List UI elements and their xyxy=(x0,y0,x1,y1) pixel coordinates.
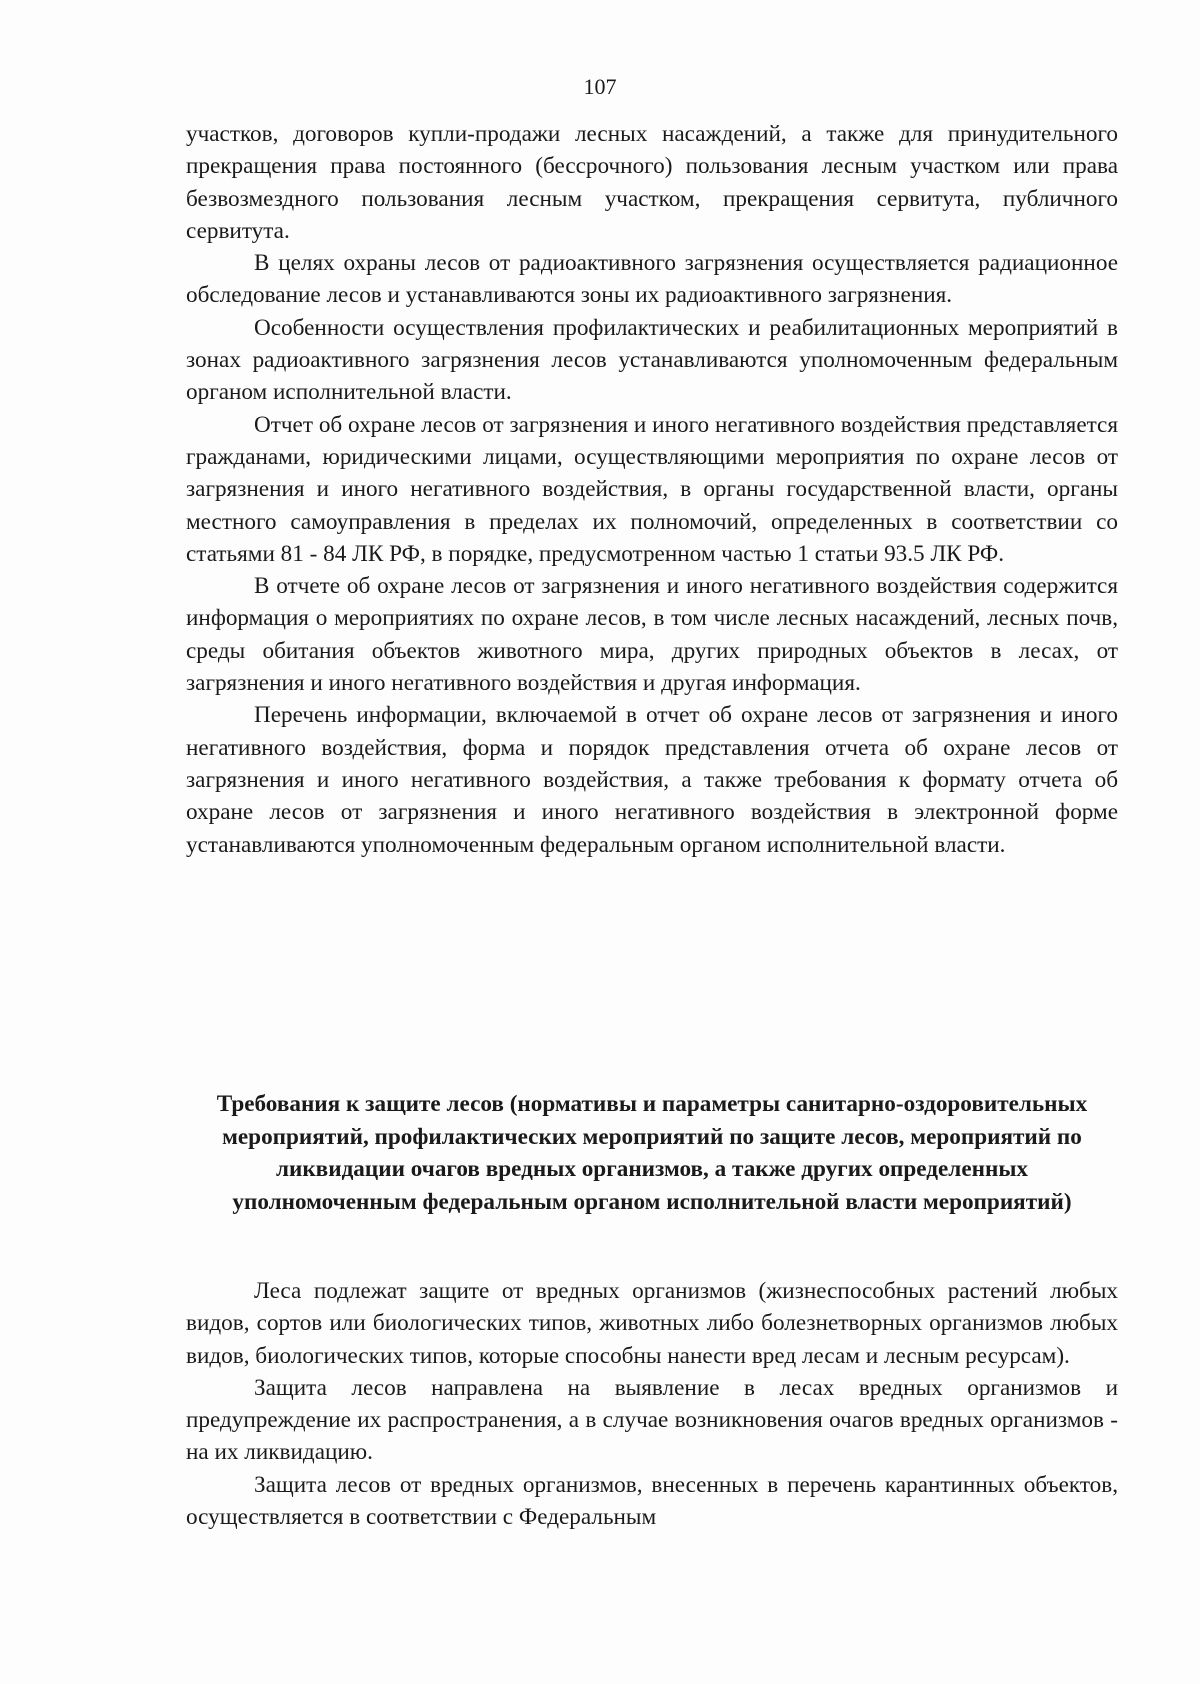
page-number: 107 xyxy=(583,74,617,99)
paragraph-protection-goal: Защита лесов направлена на выявление в лесах вредных организмов и предупреждение их распространения, а в случае возникновения очагов вредных организмов - на их ликвидацию. xyxy=(186,1374,1118,1466)
section-heading: Требования к защите лесов (нормативы и параметры санитарно-оздоровительных мероприятий, профилактических мероприятий по защите лесов, мероприятий по ликвидации очагов вредных организмов, а также других определенных уполномоченным федеральным органом исполнительной власти мероприятий) xyxy=(216,1091,1088,1215)
paragraph-report-requirements: Перечень информации, включаемой в отчет об охране лесов от загрязнения и иного негативного воздействия, форма и порядок представления отчета об охране лесов от загрязнения и иного негативного воздействия, а также требования к формату отчета об охране лесов от загрязнения и иного негативного воздействия в электронной форме устанавливаются уполномоченным федеральным органом исполнительной власти. xyxy=(186,702,1118,858)
paragraph-forest-protection: Леса подлежат защите от вредных организмов (жизнеспособных растений любых видов, сортов или биологических типов, животных либо болезнетворных организмов любых видов, биологических типов, которые способны нанести вред лесам и лесным ресурсам). xyxy=(186,1278,1118,1369)
paragraph-radiation-survey: В целях охраны лесов от радиоактивного загрязнения осуществляется радиационное обследование лесов и устанавливаются зоны их радиоактивного загрязнения. xyxy=(186,250,1118,309)
section-body-text xyxy=(186,1275,1118,1533)
paragraph-report-submission: Отчет об охране лесов от загрязнения и иного негативного воздействия представляется гражданами, юридическими лицами, осуществляющими мероприятия по охране лесов от загрязнения и иного негативного воздействия, в органы государственной власти, органы местного самоуправления в пределах их полномочий, определенных в соответствии со статьями 81 - 84 ЛК РФ, в порядке, предусмотренном частью 1 статьи 93.5 ЛК РФ. xyxy=(186,411,1118,567)
paragraph-preventive-measures: Особенности осуществления профилактических и реабилитационных мероприятий в зонах радиоактивного загрязнения лесов устанавливаются уполномоченным федеральным органом исполнительной власти. xyxy=(186,314,1118,406)
paragraph-continued: участков, договоров купли-продажи лесных насаждений, а также для принудительного прекращения права постоянного (бессрочного) пользования лесным участком или права безвозмездного пользования лесным участком, прекращения сервитута, публичного сервитута. xyxy=(186,121,1118,244)
paragraph-quarantine: Защита лесов от вредных организмов, внесенных в перечень карантинных объектов, осуществляется в соответствии с Федеральным xyxy=(186,1471,1118,1531)
paragraph-report-contents: В отчете об охране лесов от загрязнения и иного негативного воздействия содержится информация о мероприятиях по охране лесов, в том числе лесных насаждений, лесных почв, среды обитания объектов животного мира, других природных объектов в лесах, от загрязнения и иного негативного воздействия и другая информация. xyxy=(186,573,1118,697)
body-text xyxy=(186,118,1118,861)
